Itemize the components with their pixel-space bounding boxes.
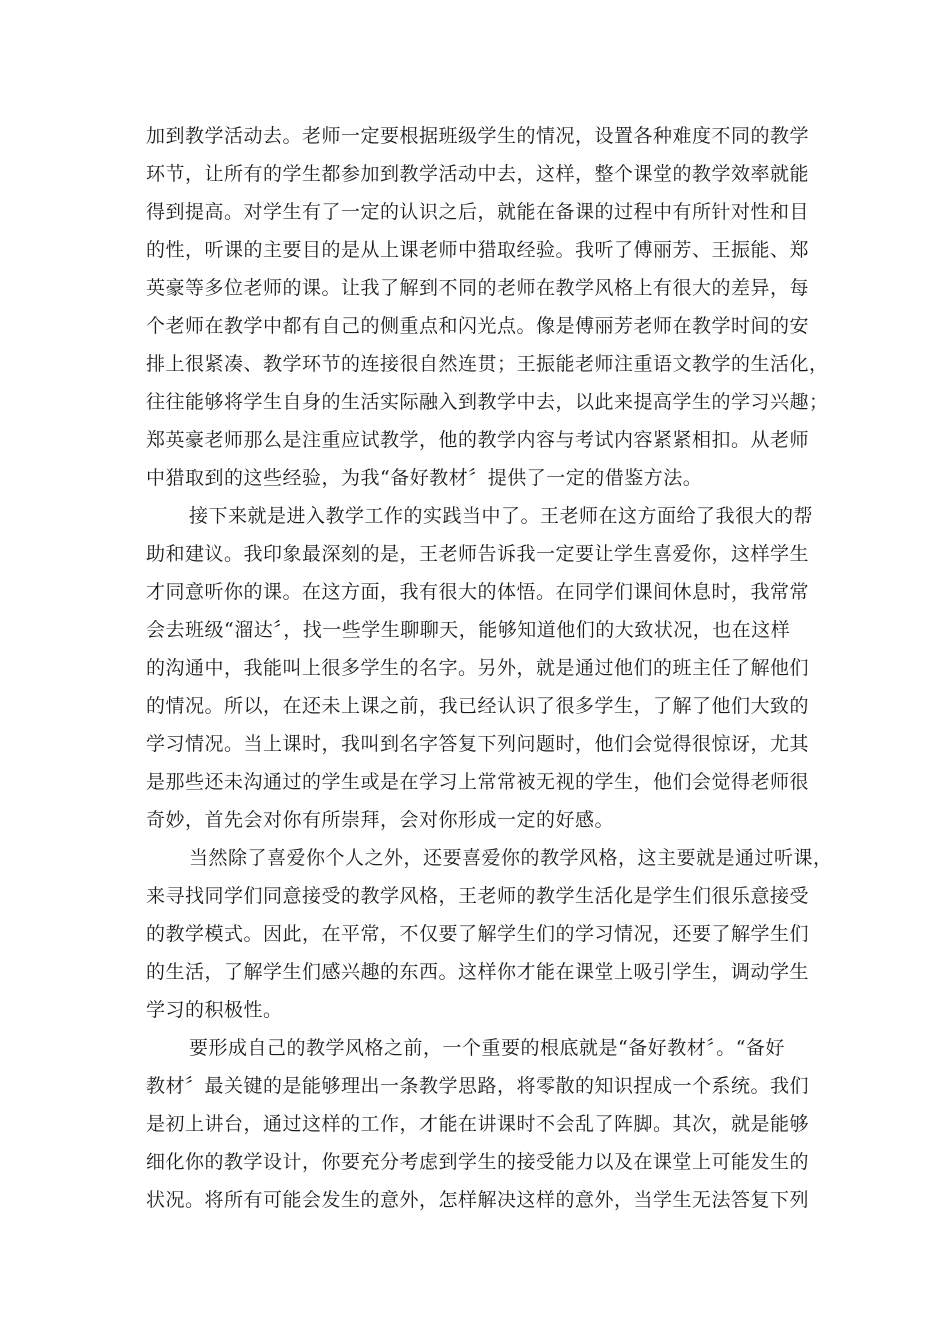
- text-line-18: 是那些还未沟通过的学生或是在学习上常常被无视的学生，他们会觉得老师很: [146, 771, 810, 793]
- text-line-14: 会去班级“溜达〞，找一些学生聊聊天，能够知道他们的大致状况，也在这样: [146, 619, 791, 641]
- text-line-6: 个老师在教学中都有自己的侧重点和闪光点。像是傅丽芳老师在教学时间的安: [146, 315, 810, 337]
- text-line-17: 学习情况。当上课时，我叫到名字答复下列问题时，他们会觉得很惊讶，尤其: [146, 733, 810, 755]
- text-line-29: 状况。将所有可能会发生的意外，怎样解决这样的意外，当学生无法答复下列: [146, 1189, 810, 1211]
- text-line-27: 是初上讲台，通过这样的工作，才能在讲课时不会乱了阵脚。其次，就是能够: [146, 1113, 810, 1135]
- text-line-28: 细化你的教学设计，你要充分考虑到学生的接受能力以及在课堂上可能发生的: [146, 1151, 810, 1173]
- text-line-13: 才同意听你的课。在这方面，我有很大的体悟。在同学们课间休息时，我常常: [146, 581, 810, 603]
- text-line-15: 的沟通中，我能叫上很多学生的名字。另外，就是通过他们的班主任了解他们: [146, 657, 810, 679]
- paragraph-start-line: 要形成自己的教学风格之前，一个重要的根底就是“备好教材〞。“备好: [189, 1037, 785, 1059]
- text-line-9: 郑英豪老师那么是注重应试教学，他的教学内容与考试内容紧紧相扣。从老师: [146, 429, 810, 451]
- text-line-4: 的性，听课的主要目的是从上课老师中猎取经验。我听了傅丽芳、王振能、郑: [146, 239, 810, 261]
- text-line-23: 的生活，了解学生们感兴趣的东西。这样你才能在课堂上吸引学生，调动学生: [146, 961, 810, 983]
- text-line-12: 助和建议。我印象最深刻的是，王老师告诉我一定要让学生喜爱你，这样学生: [146, 543, 810, 565]
- text-line-24: 学习的积极性。: [146, 999, 283, 1021]
- text-line-16: 的情况。所以，在还未上课之前，我已经认识了很多学生，了解了他们大致的: [146, 695, 810, 717]
- text-line-22: 的教学模式。因此，在平常，不仅要了解学生们的学习情况，还要了解学生们: [146, 923, 810, 945]
- paragraph-start-line: 当然除了喜爱你个人之外，还要喜爱你的教学风格，这主要就是通过听课，: [189, 847, 833, 869]
- text-line-21: 来寻找同学们同意接受的教学风格，王老师的教学生活化是学生们很乐意接受: [146, 885, 810, 907]
- text-line-3: 得到提高。对学生有了一定的认识之后，就能在备课的过程中有所针对性和目: [146, 201, 810, 223]
- text-line-2: 环节，让所有的学生都参加到教学活动中去，这样，整个课堂的教学效率就能: [146, 163, 810, 185]
- paragraph-start-line: 接下来就是进入教学工作的实践当中了。王老师在这方面给了我很大的帮: [189, 505, 814, 527]
- text-line-1: 加到教学活动去。老师一定要根据班级学生的情况，设置各种难度不同的教学: [146, 125, 810, 147]
- text-line-5: 英豪等多位老师的课。让我了解到不同的老师在教学风格上有很大的差异，每: [146, 277, 810, 299]
- text-line-7: 排上很紧凑、教学环节的连接很自然连贯；王振能老师注重语文教学的生活化，: [146, 353, 829, 375]
- text-line-8: 往往能够将学生自身的生活实际融入到教学中去，以此来提高学生的学习兴趣；: [146, 391, 829, 413]
- text-line-26: 教材〞最关键的是能够理出一条教学思路，将零散的知识捏成一个系统。我们: [146, 1075, 810, 1097]
- text-line-10: 中猎取到的这些经验，为我“备好教材〞提供了一定的借鉴方法。: [146, 467, 703, 489]
- text-line-19: 奇妙，首先会对你有所崇拜，会对你形成一定的好感。: [146, 809, 615, 831]
